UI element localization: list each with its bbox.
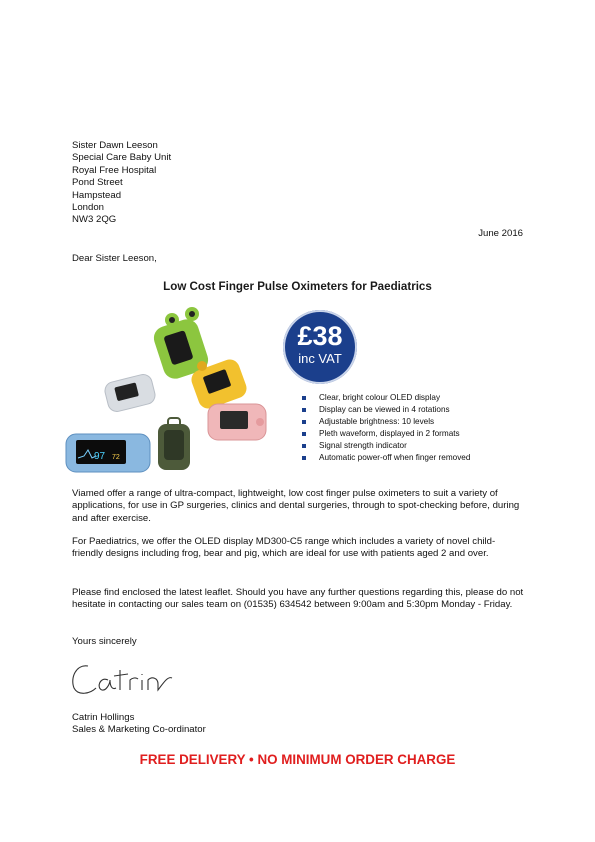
price-amount: £38	[297, 321, 343, 351]
bear-oximeter-image	[189, 357, 250, 412]
price-vat-note: inc VAT	[298, 351, 342, 366]
square-bullet-icon	[302, 444, 306, 448]
price-badge	[283, 310, 357, 384]
address-line: Hampstead	[72, 189, 122, 201]
square-bullet-icon	[302, 408, 306, 412]
signer-name: Catrin Hollings	[72, 712, 135, 723]
body-paragraph-paediatrics: For Paediatrics, we offer the OLED display MD300-C5 range which includes a variety of novel child-friendly designs including frog, bear and pig, which are ideal for use with patients aged 2 and over.	[72, 536, 496, 560]
square-bullet-icon	[302, 432, 306, 436]
feature-item: Signal strength indicator	[302, 440, 470, 452]
square-bullet-icon	[302, 396, 306, 400]
address-line: Sister Dawn Leeson	[72, 140, 158, 151]
pulse-readout: 72	[112, 454, 120, 461]
letter-title: Low Cost Finger Pulse Oximeters for Paediatrics	[163, 280, 432, 293]
salutation: Dear Sister Leeson,	[72, 253, 157, 264]
letter-date: June 2016	[478, 228, 523, 239]
body-paragraph-intro: Viamed offer a range of ultra-compact, lightweight, low cost finger pulse oximeters to suit a variety of applications, for use in GP surgeries, clinics and dental surgeries, through to spot-checking before, during and after exercise.	[72, 488, 520, 524]
signer-role: Sales & Marketing Co-ordinator	[72, 724, 206, 736]
address-line: London	[72, 202, 105, 214]
feature-item: Pleth waveform, displayed in 2 formats	[302, 428, 470, 440]
closing-line: Yours sincerely	[72, 636, 137, 647]
recipient-address	[72, 140, 171, 227]
grey-oximeter-image	[103, 373, 157, 414]
oximeter-product-photos	[60, 300, 300, 485]
handwritten-signature	[68, 652, 178, 700]
feature-item: Clear, bright colour OLED display	[302, 392, 470, 404]
address-line: Pond Street	[72, 177, 123, 189]
square-bullet-icon	[302, 456, 306, 460]
free-delivery-banner: FREE DELIVERY • NO MINIMUM ORDER CHARGE	[139, 752, 456, 767]
address-line: NW3 2QG	[72, 214, 117, 226]
address-line: Special Care Baby Unit	[72, 152, 172, 164]
blue-oximeter-image	[66, 434, 150, 472]
feature-item: Display can be viewed in 4 rotations	[302, 404, 470, 416]
body-paragraph-contact: Please find enclosed the latest leaflet. Should you have any further questions regarding this, please do not hesitate in contacting our sales team on (01535) 634542 between 9:00am and 5:30pm Monday - Friday.	[72, 587, 524, 611]
carry-pouch-image	[158, 418, 190, 470]
feature-item: Adjustable brightness: 10 levels	[302, 416, 470, 428]
square-bullet-icon	[302, 420, 306, 424]
spo2-readout: 97	[94, 451, 106, 462]
feature-item: Automatic power-off when finger removed	[302, 452, 470, 464]
feature-list	[302, 392, 470, 463]
signer-block	[72, 712, 206, 737]
address-line: Royal Free Hospital	[72, 164, 157, 176]
pig-oximeter-image	[208, 404, 266, 440]
